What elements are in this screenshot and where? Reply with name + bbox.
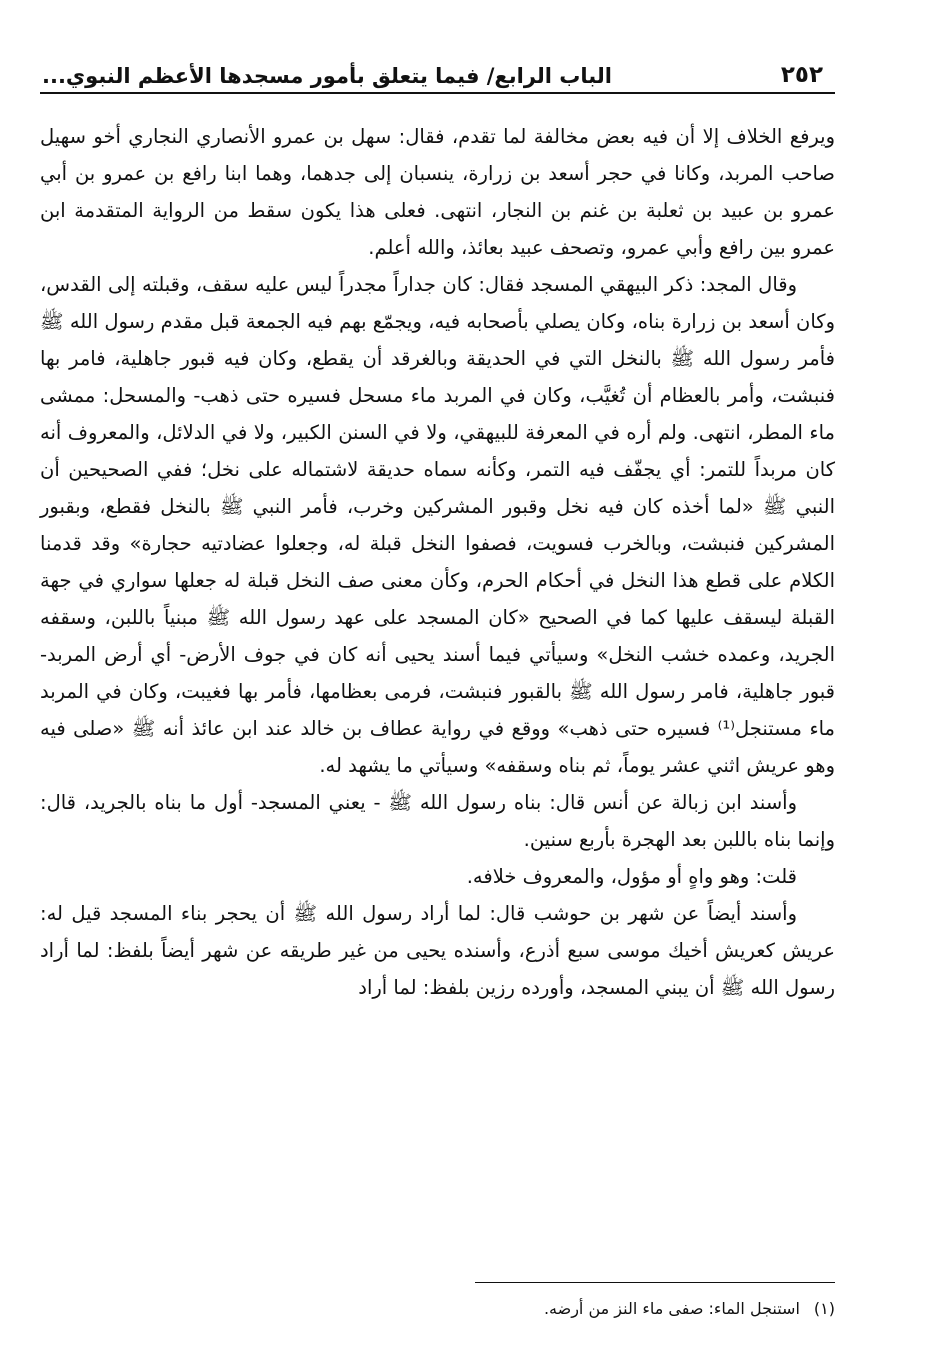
paragraph: وأسند أيضاً عن شهر بن حوشب قال: لما أراد رسول الله ﷺ أن يحجر بناء المسجد قيل له: عريش كعريش أخيك موسى سبع أذرع، وأسنده يحيى من غير طريقه عن شهر أيضاً بلفظ: لما أراد رسول الله ﷺ أن يبني المسجد، وأورده رزين بلفظ: لما أراد [40, 902, 835, 999]
page-number: ٢٥٢ [780, 62, 823, 88]
running-title: الباب الرابع/ فيما يتعلق بأمور مسجدها الأعظم النبوي... [42, 64, 612, 88]
footnote-marker: (١) [813, 1299, 835, 1318]
footnote-text: استنجل الماء: صفى ماء النز من أرضه. [543, 1299, 800, 1318]
paragraph: وقال المجد: ذكر البيهقي المسجد فقال: كان جداراً مجدراً ليس عليه سقف، وقبلته إلى القدس، وكان أسعد بن زرارة بناه، وكان يصلي بأصحابه فيه، ويجمّع بهم فيه الجمعة قبل مقدم رسول الله ﷺ فأمر رسول الله ﷺ بالنخل التي في الحديقة وبالغرقد أن يقطع، وكان فيه قبور جاهلية، فامر بها فنبشت، وأمر بالعظام أن تُغيَّب، وكان في المربد ماء مسحل فسيره حتى ذهب- والمسحل: ممشى ماء المطر، انتهى. ولم أره في المعرفة للبيهقي، ولا في السنن الكبير، ولا في الدلائل، والمعروف أنه كان مربداً للتمر: أي يجفّف فيه التمر، وكأنه سماه حديقة لاشتماله على نخل؛ ففي الصحيحين أن النبي ﷺ «لما أخذه كان فيه نخل وقبور المشركين وخرب، فأمر النبي ﷺ بالنخل فقطع، وبقبور المشركين فنبشت، وبالخرب فسويت، فصفوا النخل قبلة له، وجعلوا عضادتيه حجارة» وقد قدمنا الكلام على قطع هذا النخل في أحكام الحرم، وكأن معنى صف النخل قبلة له جعلها سواري في جهة القبلة ليسقف عليها كما في الصحيح «كان المسجد على عهد رسول الله ﷺ مبنياً باللبن، وسقفه الجريد، وعمده خشب النخل» وسيأتي فيما أسند يحيى أنه كان في جوف الأرض- أي أرض المربد- قبور جاهلية، فامر رسول الله ﷺ بالقبور فنبشت، فرمى بعظامها، فأمر بها فغيبت، وكان في المربد ماء مستنجل⁽¹⁾ فسيره حتى ذهب» ووقع في رواية عطاف بن خالد عند ابن عائذ أنه ﷺ «صلى فيه وهو عريش اثني عشر يوماً، ثم بناه وسقفه» وسيأتي ما يشهد له. [40, 273, 835, 777]
paragraph: قلت: وهو واهٍ أو مؤول، والمعروف خلافه. [466, 865, 797, 888]
paragraph: ويرفع الخلاف إلا أن فيه بعض مخالفة لما تقدم، فقال: سهل بن عمرو الأنصاري النجاري أخو سهيل صاحب المربد، وكانا في حجر أسعد بن زرارة، ينسبان إلى جدهما، وهما ابنا رافع بن عمرو بن أبي عمرو بن عبيد بن ثعلبة بن غنم بن النجار، انتهى. فعلى هذا يكون سقط من الرواية المتقدمة ابن عمرو بين رافع وأبي عمرو، وتصحف عبيد بعائذ، والله أعلم. [40, 125, 835, 259]
header-divider [40, 92, 835, 94]
main-text [40, 118, 835, 1006]
paragraph: وأسند ابن زبالة عن أنس قال: بناه رسول الله ﷺ - يعني المسجد- أول ما بناه بالجريد، قال: وإنما بناه باللبن بعد الهجرة بأربع سنين. [40, 791, 835, 851]
page-header [40, 48, 835, 88]
footnote [40, 1296, 835, 1322]
footnote-divider [475, 1282, 835, 1283]
